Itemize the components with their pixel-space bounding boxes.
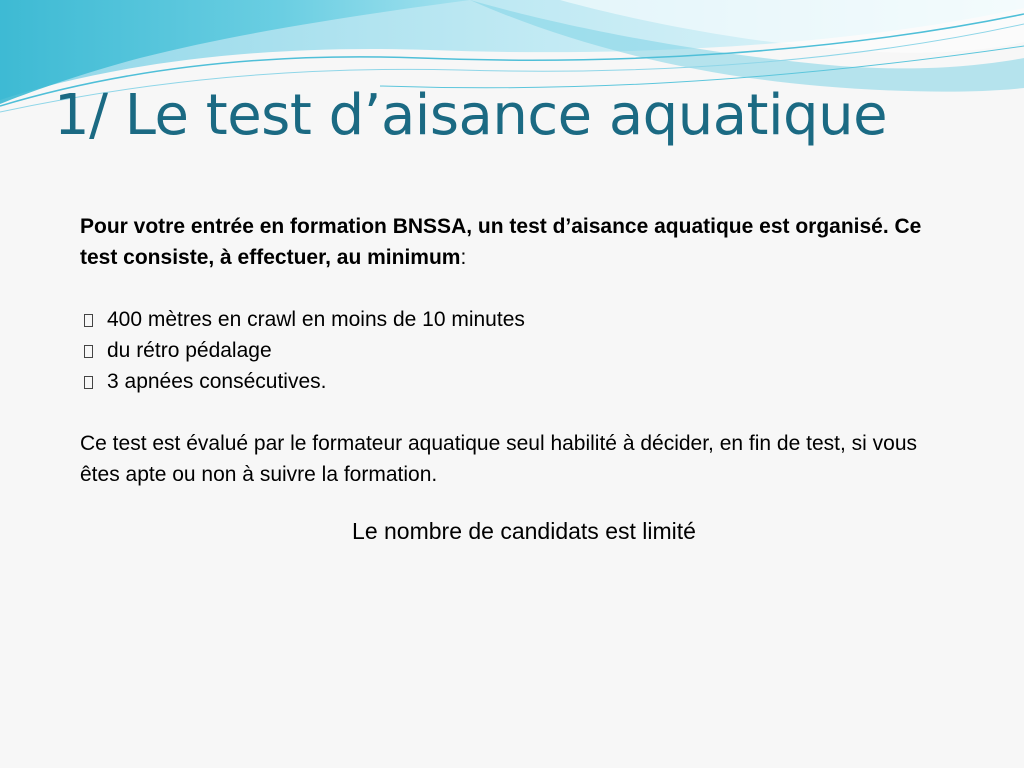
intro-colon: : xyxy=(460,246,467,269)
slide-body xyxy=(80,211,960,490)
list-item xyxy=(80,366,960,397)
limit-note: Le nombre de candidats est limité xyxy=(352,518,696,544)
evaluation-paragraph: Ce test est évalué par le formateur aquatique seul habilité à décider, en fin de test, si vous êtes apte ou non à suivre la formation. xyxy=(80,432,917,486)
spacer xyxy=(80,397,960,428)
bullet-box-icon xyxy=(84,345,93,358)
intro-bold-text: Pour votre entrée en formation BNSSA, un test d’aisance aquatique est organisé. Ce test consiste, à effectuer, au minimum xyxy=(80,215,922,269)
list-item xyxy=(80,304,960,335)
list-item-text: 400 mètres en crawl en moins de 10 minutes xyxy=(107,308,525,331)
intro-paragraph xyxy=(80,211,960,273)
bullet-box-icon xyxy=(84,376,93,389)
bullet-box-icon xyxy=(84,314,93,327)
slide-title: 1/ Le test d’aisance aquatique xyxy=(54,83,888,148)
requirements-list xyxy=(80,304,960,397)
list-item xyxy=(80,335,960,366)
list-item-text: 3 apnées consécutives. xyxy=(107,370,327,393)
list-item-text: du rétro pédalage xyxy=(107,339,272,362)
spacer xyxy=(80,273,960,304)
